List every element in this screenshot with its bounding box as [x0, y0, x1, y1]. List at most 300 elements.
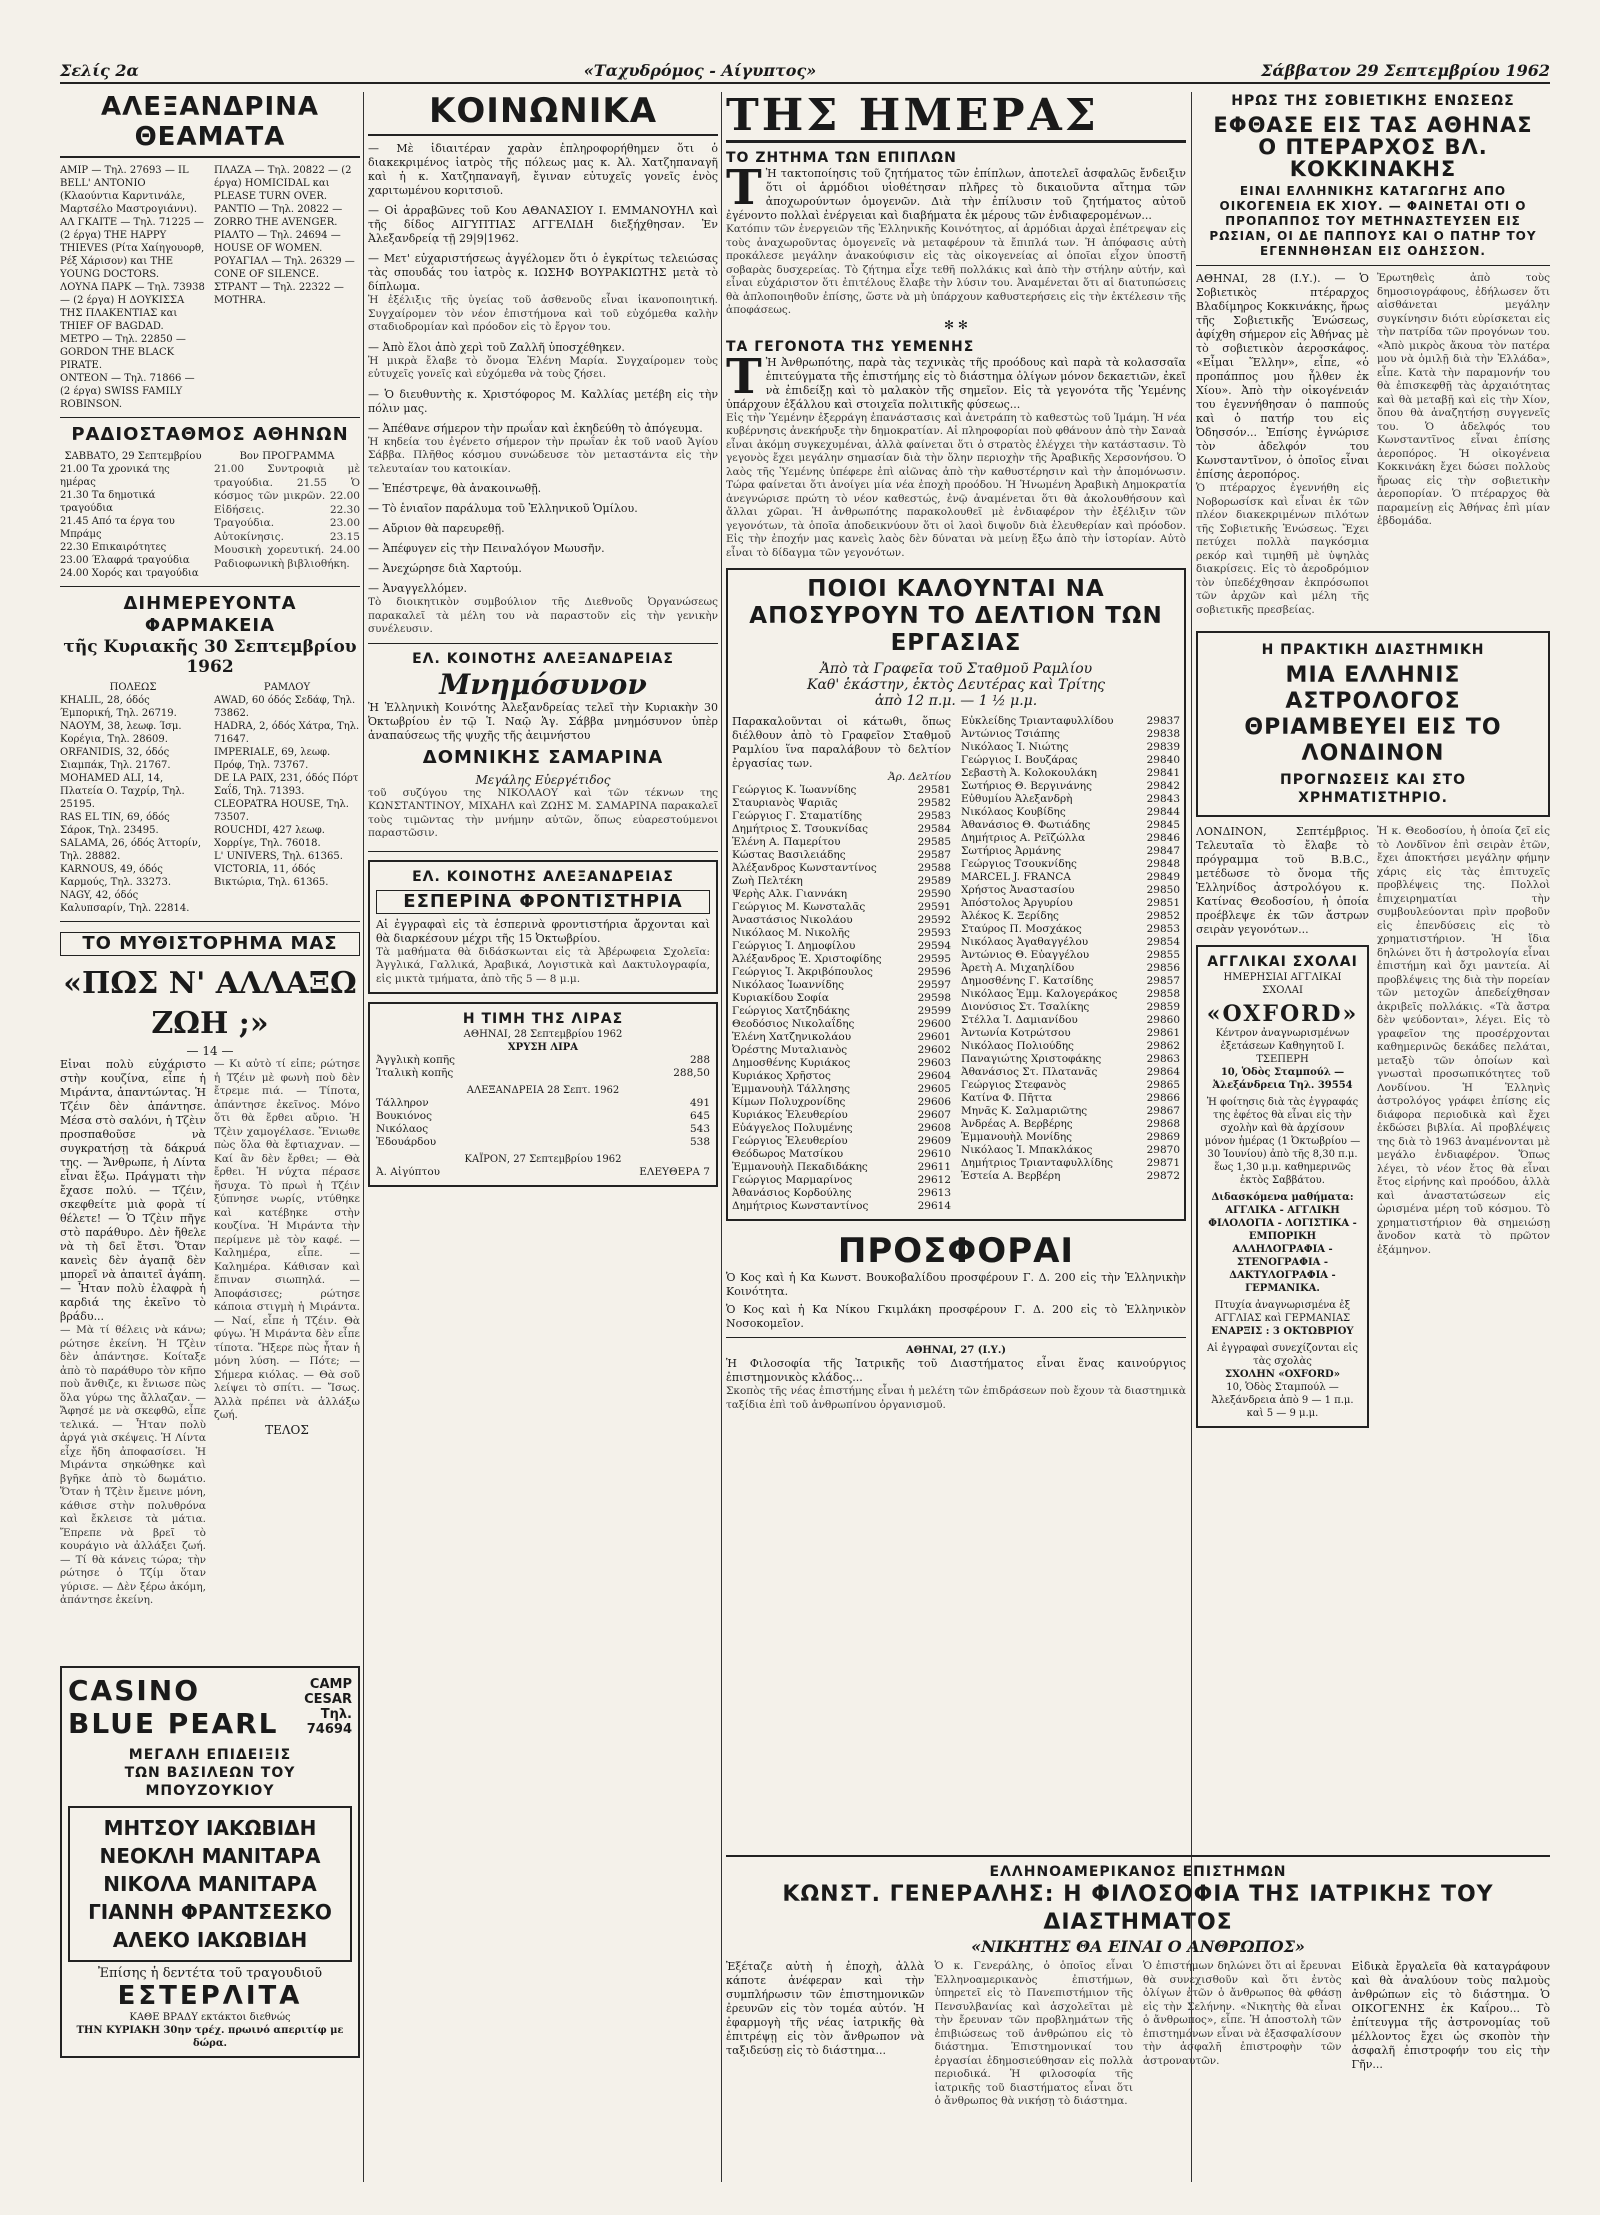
science-text: Ἐξέταζε αὐτὴ ἡ ἐποχὴ, ἀλλὰ κάποτε ἀνέφεραν καὶ τὴν συμπλήρωσιν τῶν ἐπιστημονικῶν ἐρευνῶν εἰς τὸν τομέα αὐτόν. Ἡ ἐφαρμογὴ τῆς νέας ἰατρικῆς θὰ ἐπιτρέψῃ εἰς τὸν ἄνθρωπον νὰ ταξιδεύσῃ εἰς τὸ διάστημα... [726, 1960, 925, 2057]
card-number: 29613 [917, 1187, 951, 1199]
card-number: 29861 [1146, 1027, 1180, 1039]
work-card-row [961, 1157, 1180, 1170]
headline: ΕΦΘΑΣΕ ΕΙΣ ΤΑΣ ΑΘΗΝΑΣ [1213, 113, 1533, 137]
worker-name: Δημήτριος Κωνσταντίνος [732, 1200, 869, 1212]
card-number: 29850 [1146, 884, 1180, 896]
worker-name: Ἀλέξανδρος Ἐ. Χριστοφίδης [732, 953, 882, 965]
radio-slot: 22.30 Επικαιρότητες [60, 542, 167, 553]
worker-name: Νικόλαος Ἰ. Μπακλάκος [961, 1144, 1093, 1156]
performer-name: ΝΕΟΚΛΗ ΜΑΝΙΤΑΡΑ [99, 1844, 321, 1868]
worker-name: Ἀλέξανδρος Κωνσταντίνος [732, 862, 877, 874]
card-number: 29587 [917, 849, 951, 861]
work-card-row [961, 1053, 1180, 1066]
memorial-name: ΔΟΜΝΙΚΗΣ ΣΑΜΑΡΙΝΑ [422, 746, 664, 768]
worker-name: Ἀθανάσιος Θ. Φωτιάδης [961, 819, 1091, 831]
notice-sub: Καθ' ἑκάστην, ἐκτὸς Δευτέρας καὶ Τρίτης [806, 677, 1106, 693]
worker-name: Νικόλαος Μ. Νικολῆς [732, 927, 850, 939]
work-cards-table [732, 715, 1180, 1213]
story-text: Τ Ἡ Ἀνθρωπότης, παρὰ τὰς τεχνικὰς τῆς προόδους καὶ παρὰ τὰ κολασσαῖα ἐπιτεύγματα τῆς ἐπιστήμης εἰς τὸ διάστημα ὀλίγων μόνον δεκαετιῶν, ἐκεῖ νὰ ἐπιδείξῃ καὶ τὸ μαλακὸν τῆς σημεῖον. Εἰς τὰ γεγονότα τῆς Ὑεμένης ὑπάρχουν ἐξάλλου καὶ στοιχεῖα πολιτικῆς φύσεως... [726, 348, 1186, 411]
work-card-row [732, 1161, 951, 1174]
worker-name: Εὐθυμίου Ἀλεξανδρὴ [961, 793, 1073, 805]
work-card-row [732, 836, 951, 849]
card-number: 29611 [917, 1161, 951, 1173]
community-title: ΕΛ. ΚΟΙΝΟΤΗΣ ΑΛΕΞΑΝΔΡΕΙΑΣ [412, 650, 674, 667]
work-card-row [961, 819, 1180, 832]
card-number: 29608 [917, 1122, 951, 1134]
card-number: 29584 [917, 823, 951, 835]
athens-dateline: ΑΘΗΝΑΙ, 27 (Ι.Υ.) [905, 1345, 1007, 1356]
card-number: 29612 [917, 1174, 951, 1186]
work-card-row [961, 780, 1180, 793]
work-card-row [732, 1135, 951, 1148]
work-card-row [961, 832, 1180, 845]
card-number: 29853 [1146, 923, 1180, 935]
notice-sub: ἀπὸ 12 π.μ. — 1 ½ μ.μ. [874, 693, 1038, 709]
social-item: — Ἀπὸ ἕλοι ἀπὸ χερὶ τοῦ Ζαλλῆ ὑποσχέθηκεν. [368, 340, 625, 354]
worker-name: Γεώργιος Στεφανὸς [961, 1079, 1067, 1091]
oxford-address: 10, Ὁδὸς Σταμπούλ — Ἀλεξάνδρεια ἀπὸ 9 — 1 π.μ. καὶ 5 — 9 μ.μ. [1211, 1382, 1354, 1419]
novel-installment: — 14 — [186, 1044, 234, 1058]
social-title: ΚΟΙΝΩΝΙΚΑ [368, 92, 718, 136]
worker-name: Ἀντώνιος Θ. Εὐαγγέλου [961, 949, 1090, 961]
card-number: 29851 [1146, 897, 1180, 909]
card-number: 29838 [1146, 728, 1180, 740]
work-card-row [961, 754, 1180, 767]
worker-name: Γεώργιος Μαρμαρίνος [732, 1174, 853, 1186]
pharmacy-entry: ROUCHDI, 427 λεωφ. Χορρίγε, Τηλ. 76018. [214, 825, 325, 849]
athens-text: Ἡ Φιλοσοφία τῆς Ἰατρικῆς τοῦ Διαστήματος εἶναι ἕνας καινούργιος ἐπιστημονικὸς κλάδος... [726, 1357, 1186, 1384]
worker-name: Νικόλαος Ἰ. Νιώτης [961, 741, 1069, 753]
column-4: ΗΡΩΣ ΤΗΣ ΣΟΒΙΕΤΙΚΗΣ ΕΝΩΣΕΩΣ ΕΦΘΑΣΕ ΕΙΣ ΤΑΣ ΑΘΗΝΑΣ Ο ΠΤΕΡΑΡΧΟΣ ΒΛ. ΚΟΚΚΙΝΑΚΗΣ ΕΙΝΑΙ ΕΛΛΗΝΙΚΗΣ ΚΑΤΑΓΩΓΗΣ ΑΠΟ ΟΙΚΟΓΕΝΕΙΑ ΕΚ ΧΙΟΥ. — ΦΑΙΝΕΤΑΙ ΟΤΙ Ο ΠΡΟΠΑΠΠΟΣ ΤΟΥ ΜΕΤΗΝΑΣΤΕΥΣΕΝ ΕΙΣ ΡΩΣΙΑΝ, ΟΙ ΔΕ ΠΑΠΠΟΥΣ ΚΑΙ Ο ΠΑΤΗΡ ΤΟΥ ΕΓΕΝΝΗΘΗΣΑΝ ΕΙΣ ΟΔΗΣΣΟΝ. ΑΘΗΝΑΙ, 28 (Ι.Υ.). — Ὁ Σοβιετικὸς πτέραρχος Βλαδίμηρος Κοκκινάκης, ἥρως τῆς Σοβιετικῆς Ἑνώσεως, ἀφίχθη σήμερον εἰς Ἀθήνας μὲ τὸ σοβιετικὸν ἀεροσκάφος. «Εἶμαι Ἕλλην», εἶπε, «ὁ προπάππος μου ἦλθεν ἐκ Χίου». Ἀπὸ τὴν οἰκογένειάν του ἐγεννήθησαν ὁ παππούς καὶ ὁ πατήρ του εἰς Ὀδησσόν... Ἐπίσης ἐγνώρισε τὸν ἀδελφόν του Κωνσταντῖνον, ὁ ὁποῖος εἶναι ἐπίσης ἀεροπόρος. Ὁ πτέραρχος ἐγεννήθη εἰς Νοβορωσίσκ καὶ εἶναι ἐκ τῶν πλέον διακεκριμένων πιλότων τῆς Σοβιετικῆς Ἑνώσεως. Ἔχει πετύχει πολλὰ παγκόσμια ρεκόρ καὶ τιμηθῆ μὲ ὑψηλὰς διακρίσεις. Εἰς τὸ ἀεροδρόμιον τὸν ὑπεδέχθησαν ἐκπρόσωποι τῶν ἀρχῶν καὶ μέλη τῆς σοβιετικῆς πρεσβείας. Ἐρωτηθεὶς ἀπὸ τοὺς δημοσιογράφους, ἐδήλωσεν ὅτι αἰσθάνεται μεγάλην συγκίνησιν διότι εὑρίσκεται εἰς τὴν πατρίδα τῶν προγόνων του. «Ἀπὸ μικρὸς ἄκουα τὸν πατέρα μου νὰ ὁμιλῇ διὰ τὴν Ἑλλάδα», εἶπε. Κατὰ τὴν παραμονήν του θὰ ἐπισκεφθῇ τὰς ἀρχαιότητας καὶ θὰ μεταβῇ καὶ εἰς τὴν Χίον, ὅπου θὰ ἀναζητήσῃ συγγενεῖς του. Ὁ ἀδελφός του Κωνσταντῖνος εἶναι ἐπίσης ἀεροπόρος. Ἡ οἰκογένεια Κοκκινάκη ἔχει δώσει πολλοὺς ἥρωας εἰς τὴν σοβιετικὴν ἀεροπορίαν. Ὁ πτέραρχος θὰ παραμείνῃ εἰς Ἀθήνας ἐπὶ μίαν ἑβδομάδα. Η ΠΡΑΚΤΙΚΗ ΔΙΑΣΤΗΜΙΚΗ ΜΙΑ ΕΛΛΗΝΙΣ ΑΣΤΡΟΛΟΓΟΣ ΘΡΙΑΜΒΕΥΕΙ ΕΙΣ ΤΟ ΛΟΝΔΙΝΟΝ ΠΡΟΓΝΩΣΕΙΣ ΚΑΙ ΣΤΟ ΧΡΗΜΑΤΙΣΤΗΡΙΟ. ΛΟΝΔΙΝΟΝ, Σεπτέμβριος. Τελευταῖα τὸ ἔλαβε τὸ πρόγραμμα τοῦ Β.Β.C., μετέδωσε τὸ ὄνομα τῆς Ἑλληνίδος ἀστρολόγου κ. Κατίνας Θεοδοσίου, ἡ ὁποία προέβλεψε ἐκ τῶν ἄστρων σειρὰν γεγονότων... ΑΓΓΛΙΚΑΙ ΣΧΟΛΑΙ ΗΜΕΡΗΣΙΑΙ ΑΓΓΛΙΚΑΙ ΣΧΟΛΑΙ «OXFORD» Κέντρον ἀναγνωρισμένων ἐξετάσεων Καθηγητοῦ Ι. ΤΣΕΠΕΡΗ 10, Ὁδὸς Σταμπούλ — Ἀλεξάνδρεια Τηλ. 39554 Ἡ φοίτησις διὰ τὰς ἐγγραφάς της ἐφέτος θὰ εἶναι εἰς τὴν σχολὴν καὶ θὰ ἀρχίσουν μόνον ἡμέρας (1 Ὀκτωβρίου — 30 Ἰουνίου) ἀπὸ τῆς 8,30 π.μ. ἕως 1,30 μ.μ. καθημερινῶς ἐκτὸς Σαββάτου. Διδασκόμενα μαθήματα: ΑΓΓΛΙΚΑ - ΑΓΓΛΙΚΗ ΦΙΛΟΛΟΓΙΑ - ΛΟΓΙΣΤΙΚΑ - ΕΜΠΟΡΙΚΗ ΑΛΛΗΛΟΓΡΑΦΙΑ - ΣΤΕΝΟΓΡΑΦΙΑ - ΔΑΚΤΥΛΟΓΡΑΦΙΑ - ΓΕΡΜΑΝΙΚΑ. Πτυχία ἀναγνωρισμένα ἐξ ΑΓΓΛΙΑΣ καὶ ΓΕΡΜΑΝΙΑΣ ΕΝΑΡΞΙΣ : 3 ΟΚΤΩΒΡΙΟΥ Αἱ ἐγγραφαὶ συνεχίζονται εἰς τὰς σχολὰς ΣΧΟΛΗΝ «OXFORD» 10, Ὁδὸς Σταμπούλ — Ἀλεξάνδρεια ἀπὸ 9 — 1 π.μ. καὶ 5 — 9 μ.μ. Ἡ κ. Θεοδοσίου, ἡ ὁποία ζεῖ εἰς τὸ Λονδῖνον ἐπὶ σειρὰν ἐτῶν, ἔχει ἀποκτήσει μεγάλην φήμην χάρις εἰς τὰς ἐπιτυχεῖς προβλέψεις της. Πολλοὶ ἐπιχειρηματίαι τὴν συμβουλεύονται πρὶν προβοῦν εἰς ἐπενδύσεις εἰς τὸ χρηματιστήριον. Ἡ ἴδια δηλώνει ὅτι ἡ ἀστρολογία εἶναι ἐπιστήμη καὶ ὄχι μαντεία. Αἱ προβλέψεις της διὰ τὴν πορείαν τῶν μετοχῶν ἀπεδείχθησαν ἀκριβεῖς πολλάκις. «Τὰ ἄστρα δὲν ψεύδονται», λέγει. Εἰς τὸ γραφεῖον της προσέρχονται καθημερινῶς δεκάδες πελάται, μεταξὺ τῶν ὁποίων καὶ γνωσταὶ προσωπικότητες τοῦ Λονδίνου. Ἡ Ἑλληνὶς ἀστρολόγος γράφει ἐπίσης εἰς διάφορα περιοδικὰ καὶ ἔχει ἐκδώσει βιβλία. Αἱ προβλέψεις της διὰ τὸ 1963 ἀναμένονται μὲ μεγάλο ἐνδιαφέρον. Ὅπως λέγει, τὸ νέον ἔτος θὰ εἶναι ἔτος εἰρήνης καὶ προόδου, ἀλλὰ καὶ ἀναστατώσεων εἰς ὡρισμένα μέρη τοῦ κόσμου. Τὸ χρηματιστήριον θὰ σημειώσῃ ἄνοδον κατὰ τὸ πρῶτον ἑξάμηνον. [1196, 92, 1550, 1436]
pharmacy-list [60, 681, 360, 915]
card-number: 29872 [1146, 1170, 1180, 1182]
card-number: 29852 [1146, 910, 1180, 922]
column-3: ΤΗΣ ΗΜΕΡΑΣ ΤΟ ΖΗΤΗΜΑ ΤΩΝ ΕΠΙΠΛΩΝ Τ Ἡ τακτοποίησις τοῦ ζητήματος τῶν ἐπίπλων, ἀποτελεῖ ἀσφαλῶς ἔνδειξιν ὅτι οἱ ἁρμόδιοι υἱοθέτησαν πλῆρες τὸ δικαιοῦντα αἴτημα τῶν ἀποχωρούντων ὁμογενῶν. Διὰ τὴν ἐπίλυσιν τοῦ ζητήματος αὐτοῦ ἐγένοντο πολλαὶ ἐνέργειαι καὶ διαβήματα ἐκ μέρους τῶν ἐνδιαφερομένων... Κατόπιν τῶν ἐνεργειῶν τῆς Ἑλληνικῆς Κοινότητος, αἱ ἁρμόδιαι ἀρχαὶ ἐπέτρεψαν εἰς τοὺς ἀναχωροῦντας ὁμογενεῖς νὰ μεταφέρουν τὰ ἔπιπλά των. Ἡ ἀπόφασις αὐτὴ προκάλεσε μεγάλην ἀνακούφισιν εἰς τὰς οἰκογενείας αἱ ὁποῖαι εἶχον ὑποστῆ σοβαρὰς δυσχερείας. Τὸ ζήτημα εἶχε τεθῆ πολλάκις καὶ ἀπὸ τὴν στήλην αὐτήν, καὶ εἶναι εὐχάριστον ὅτι ἐπιτέλους ἔλαβε τὴν λύσιν του. Ἀναμένεται ὅτι αἱ διατυπώσεις θὰ ἀπλοποιηθοῦν ἐπίσης, ὥστε νὰ μὴ ὑπάρχουν καθυστερήσεις εἰς τὴν ἐκτέλεσιν τῆς ἀποφάσεως. ✻ ✻ ΤΑ ΓΕΓΟΝΟΤΑ ΤΗΣ ΥΕΜΕΝΗΣ Τ Ἡ Ἀνθρωπότης, παρὰ τὰς τεχνικὰς τῆς προόδους καὶ παρὰ τὰ κολασσαῖα ἐπιτεύγματα τῆς ἐπιστήμης εἰς τὸ διάστημα ὀλίγων μόνον δεκαετιῶν, ἐκεῖ νὰ ἐπιδείξῃ καὶ τὸ μαλακὸν τῆς σημεῖον. Εἰς τὰ γεγονότα τῆς Ὑεμένης ὑπάρχουν ἐξάλλου καὶ στοιχεῖα πολιτικῆς φύσεως... Εἰς τὴν Ὑεμένην ἐξερράγη ἐπανάστασις καὶ ἀνετράπη τὸ καθεστὼς τοῦ Ἰμάμη. Ἡ νέα κυβέρνησις ἀνεκήρυξε τὴν δημοκρατίαν. Αἱ πληροφορίαι ποὺ φθάνουν ἀπὸ τὴν Σαναὰ εἶναι ἀκόμη συγκεχυμέναι, ἀλλὰ φαίνεται ὅτι ὁ στρατὸς ἐλέγχει τὴν κατάστασιν. Τὸ γεγονὸς ἔχει μεγάλην σημασίαν διὰ τὴν ὅλην περιοχὴν τῆς Ἀραβικῆς Χερσονήσου. Ὁ λαὸς τῆς Ὑεμένης ὑπέφερε ἐπὶ αἰῶνας ἀπὸ τὴν καθυστέρησιν καὶ τὴν ἀπομόνωσιν. Τώρα φαίνεται ὅτι ἀνοίγει μία νέα ἐποχὴ προόδου. Ἡ Ἡνωμένη Ἀραβικὴ Δημοκρατία ἀνεγνώρισε πρώτη τὸ νέον καθεστώς, ἐνῷ ἀναμένεται ὅτι θὰ ἀκολουθήσουν καὶ ἄλλαι χῶραι. Ἡ ἀνθρωπότης παρακολουθεῖ μὲ ἐνδιαφέρον τὴν ἐξέλιξιν τῶν γεγονότων, τὰ ὁποῖα ἀποδεικνύουν ὅτι οἱ λαοὶ διψοῦν διὰ ἐλευθερίαν καὶ πρόοδον. Εἰς τὴν ἐποχήν μας κανεὶς λαὸς δὲν δύναται νὰ μείνῃ ἔξω ἀπὸ τὴν ἱστορίαν. Αὐτὸ εἶναι τὸ δίδαγμα τῶν γεγονότων. ΠΟΙΟΙ ΚΑΛΟΥΝΤΑΙ ΝΑ ΑΠΟΣΥΡΟΥΝ ΤΟ ΔΕΛΤΙΟΝ ΤΩΝ ΕΡΓΑΣΙΑΣ Ἀπὸ τὰ Γραφεῖα τοῦ Σταθμοῦ Ραμλίου Καθ' ἑκάστην, ἐκτὸς Δευτέρας καὶ Τρίτης ἀπὸ 12 π.μ. — 1 ½ μ.μ. Παρακαλοῦνται οἱ κάτωθι, ὅπως διέλθουν ἀπὸ τὸ Γραφεῖον Σταθμοῦ Ραμλίου ἵνα παραλάβουν τὸ δελτίον ἐργασίας των. Ἀρ. Δελτίου Γεώργιος Κ. Ἰωαννίδης 29581 Σταυριανὸς Ψαριᾶς 29582 Γεώργιος Γ. Σταματίδης 29583 Δημήτριος Σ. Τσουκνίδας 29584 Ἑλένη Α. Παμερίτου 29585 Κώστας Βασιλειάδης 29587 Ἀλέξανδρος Κωνσταντίνος 29588 Ζωὴ Πελτέκη 29589 Ψερὴς Αλκ. Γιαννάκη 29590 Γεώργιος Μ. Κωνσταλᾶς 29591 Ἀναστάσιος Νικολάου 29592 Νικόλαος Μ. Νικολῆς 29593 Γεώργιος Ἰ. Δημοφίλου 29594 Ἀλέξανδρος Ἐ. Χριστοφίδης 29595 Γεώργιος Ἰ. Ἀκριβόπουλος 29596 Νικόλαος Ἰωαννίδης 29597 Κυριακίδου Σοφία 29598 Γεώργιος Χατζηδάκης 29599 Θεοδόσιος Νικολαΐδης 29600 Ἑλένη Χατζηνικολάου 29601 Ὀρέστης Μυταλιανὸς 29602 Δημοσθένης Κυριάκος 29603 Κυριάκος Χρῆστος 29604 Ἑμμανουὴλ Τάλλησης 29605 Κίμων Πολυχρονίδης 29606 Κυριάκος Ἑλευθερίου 29607 Εὐάγγελος Πολυμένης 29608 Γεώργιος Ἐλευθερίου 29609 Θεόδωρος Ματσίκου 29610 Ἑμμανουὴλ Πεκαδιδάκης 29611 Γεώργιος Μαρμαρίνος 29612 Ἀθανάσιος Κορδούλης 29613 Δημήτριος Κωνσταντίνος 29614 Εὐκλείδης Τριανταφυλλίδου 29837 Ἀντώνιος Τσιάπης 29838 Νικόλαος Ἰ. Νιώτης 29839 Γεώργιος Ι. Βουζάρας 29840 Σεβαστὴ Ἀ. Κολοκουλάκη 29841 Σωτήριος Θ. Βεργινάνης 29842 Εὐθυμίου Ἀλεξανδρὴ 29843 Νικόλαος Κουβίδης 29844 Ἀθανάσιος Θ. Φωτιάδης 29845 Δημήτριος Α. Ρεϊζώλλα 29846 Σωτήριος Ἀρμάνης 29847 Γεώργιος Τσουκνίδης 29848 MARCEL J. FRANCA 29849 Χρήστος Ἀναστασίου 29850 Ἀπόστολος Ἀργυρίου 29851 Ἀλέκος Κ. Ξερίδης 29852 Σταύρος Π. Μοσχάκος 29853 Νικόλαος Ἀγαθαγγέλου 29854 Ἀντώνιος Θ. Εὐαγγέλου 29855 Ἀρετὴ Α. Μιχαηλίδου 29856 Δημοσθένης Γ. Κατσίδης 29857 Νικόλαος Ἐμμ. Καλογεράκος 29858 Διονύσιος Στ. Τσαλίκης 29859 Στέλλα Ἰ. Δαμιανίδου 29860 Ἀντωνία Κοτρώτσου 29861 Νικόλαος Πολιούδης 29862 Παναγιώτης Χριστοφάκης 29863 Ἀθανάσιος Στ. Πλατανᾶς 29864 Γεώργιος Στεφανὸς 29865 Κατίνα Φ. Πῆττα 29866 Μηνᾶς Κ. Σαλμαριῶτης 29867 Ἀνδρέας Α. Βερβέρης 29868 Ἑμμανουὴλ Μονίδης 29869 Νικόλαος Ἰ. Μπακλάκος 29870 Δημήτριος Τριανταφυλλίδης 29871 Ἑστεία Α. Βερβέρη 29872 ΠΡΟΣΦΟΡΑΙ Ὁ Κος καὶ ἡ Κα Κωνστ. Βουκοβαλίδου προσφέρουν Γ. Δ. 200 εἰς τὴν Ἑλληνικὴν Κοινότητα. Ὁ Κος καὶ ἡ Κα Νίκου Γκιμλάκη προσφέρουν Γ. Δ. 200 εἰς τὸ Ἑλληνικὸν Νοσοκομεῖον. ΑΘΗΝΑΙ, 27 (Ι.Υ.) Ἡ Φιλοσοφία τῆς Ἰατρικῆς τοῦ Διαστήματος εἶναι ἕνας καινούργιος ἐπιστημονικὸς κλάδος... Σκοπὸς τῆς νέας ἐπιστήμης εἶναι ἡ μελέτη τῶν ἐπιδράσεων ποὺ ἔχουν τὰ διαστημικὰ ταξίδια ἐπὶ τοῦ ἀνθρωπίνου ὀργανισμοῦ. [726, 92, 1186, 1411]
card-number: 29866 [1146, 1092, 1180, 1104]
paper-name: «Ταχυδρόμος - Αίγυπτος» [583, 60, 817, 80]
article-text: ΑΘΗΝΑΙ, 28 (Ι.Υ.). — Ὁ Σοβιετικὸς πτέραρχος Βλαδίμηρος Κοκκινάκης, ἥρως τῆς Σοβιετικῆς Ἑνώσεως, ἀφίχθη σήμερον εἰς Ἀθήνας μὲ τὸ σοβιετικὸν ἀεροσκάφος. «Εἶμαι Ἕλλην», εἶπε, «ὁ προπάππος μου ἦλθεν ἐκ Χίου». Ἀπὸ τὴν οἰκογένειάν του ἐγεννήθησαν ὁ παππούς καὶ ὁ πατήρ του εἰς Ὀδησσόν... Ἐπίσης ἐγνώρισε τὸν ἀδελφόν του Κωνσταντῖνον, ὁ ὁποῖος εἶναι ἐπίσης ἀεροπόρος. [1196, 272, 1369, 481]
worker-name: Ἑμμανουὴλ Μονίδης [961, 1131, 1073, 1143]
casino-performers [68, 1806, 352, 1962]
worker-name: Γεώργιος Ι. Βουζάρας [961, 754, 1078, 766]
work-cards-notice [726, 568, 1186, 1221]
work-card-row [732, 888, 951, 901]
pharmacy-entry: IMPERIALE, 69, λεωφ. Πρόφ, Τηλ. 73767. [214, 747, 331, 771]
card-number: 29595 [917, 953, 951, 965]
theatre-entry: ΠΛΑΖΑ — Τηλ. 20822 — (2 έργα) HOMICIDAL και PLEASE TURN OVER. [214, 165, 352, 202]
performer-name: ΓΙΑΝΝΗ ΦΡΑΝΤΣΕΣΚΟ [88, 1900, 332, 1924]
social-item: — Τὸ ἑνιαῖον παράλυμα τοῦ Ἑλληνικοῦ Ὁμίλου. [368, 502, 638, 515]
work-card-row [732, 797, 951, 810]
card-number: 29582 [917, 797, 951, 809]
pharmacy-entry: NAGY, 42, όδός Καλυπσαρίν, Τηλ. 22814. [60, 890, 190, 914]
worker-name: Ἀνδρέας Α. Βερβέρης [961, 1118, 1073, 1130]
performer-name: ΝΙΚΟΛΑ ΜΑΝΙΤΑΡΑ [103, 1872, 317, 1896]
notice-headline: ΠΟΙΟΙ ΚΑΛΟΥΝΤΑΙ ΝΑ ΑΠΟΣΥΡΟΥΝ ΤΟ ΔΕΛΤΙΟΝ ΤΩΝ ΕΡΓΑΣΙΑΣ [749, 576, 1163, 656]
work-card-row [961, 871, 1180, 884]
column-rule [363, 92, 364, 2182]
work-card-row [961, 858, 1180, 871]
casino-ad [60, 1666, 360, 2058]
casino-headline: ΜΕΓΑΛΗ ΕΠΙΔΕΙΞΙΣ [128, 1747, 292, 1763]
worker-name: Θεόδωρος Ματσίκου [732, 1148, 844, 1160]
worker-name: Ἑλένη Χατζηνικολάου [732, 1031, 852, 1043]
astro-text: ΛΟΝΔΙΝΟΝ, Σεπτέμβριος. Τελευταῖα τὸ ἔλαβε τὸ πρόγραμμα τοῦ Β.Β.C., μετέδωσε τὸ ὄνομα τῆς Ἑλληνίδος ἀστρολόγου κ. Κατίνας Θεοδοσίου, ἡ ὁποία προέβλεψε ἐκ τῶν ἄστρων σειρὰν γεγονότων... [1196, 825, 1369, 936]
astrology-article [1196, 631, 1550, 817]
card-number: 29614 [917, 1200, 951, 1212]
card-number: 29844 [1146, 806, 1180, 818]
social-item: — Αὔριον θὰ παρευρεθῇ. [368, 522, 505, 535]
worker-name: Νικόλαος Πολιούδης [961, 1040, 1074, 1052]
card-number: 29609 [917, 1135, 951, 1147]
worker-name: Ἑστεία Α. Βερβέρη [961, 1170, 1061, 1182]
worker-name: Γεώργιος Κ. Ἰωαννίδης [732, 784, 857, 796]
pharmacy-entry: ORFANIDIS, 32, όδός Σιαμπάκ, Τηλ. 21767. [60, 747, 171, 771]
radio-slot: 23.00 Έλαφρά τραγούδια [60, 555, 190, 566]
offer-item: Ὁ Κος καὶ ἡ Κα Κωνστ. Βουκοβαλίδου προσφέρουν Γ. Δ. 200 εἰς τὴν Ἑλληνικὴν Κοινότητα. [726, 1271, 1186, 1298]
evening-title: ΕΣΠΕΡΙΝΑ ΦΡΟΝΤΙΣΤΗΡΙΑ [376, 890, 710, 914]
worker-name: Γεώργιος Μ. Κωνσταλᾶς [732, 901, 866, 913]
social-item: — Ἀπέθανε σήμερον τὴν πρωΐαν καὶ ἐκηδεύθη τὸ ἀπόγευμα. [368, 421, 703, 435]
casino-footer: ΚΑΘΕ ΒΡΑΔΥ εκτάκτοι διεθνώς [129, 2012, 291, 2023]
work-card-row [732, 862, 951, 875]
offers-title: ΠΡΟΣΦΟΡΑΙ [837, 1231, 1075, 1271]
athens-block: ΑΘΗΝΑΙ, 27 (Ι.Υ.) Ἡ Φιλοσοφία τῆς Ἰατρικῆς τοῦ Διαστήματος εἶναι ἕνας καινούργιος ἐπιστημονικὸς κλάδος... Σκοπὸς τῆς νέας ἐπιστήμης εἶναι ἡ μελέτη τῶν ἐπιδράσεων ποὺ ἔχουν τὰ διαστημικὰ ταξίδια ἐπὶ τοῦ ἀνθρωπίνου ὀργανισμοῦ. [726, 1345, 1186, 1411]
worker-name: Ἑμμανουὴλ Τάλλησης [732, 1083, 850, 1095]
pharmacy-subtitle: τῆς Κυριακῆς 30 Σεπτεμβρίου 1962 [63, 637, 357, 677]
card-number: 29593 [917, 927, 951, 939]
theatre-entry: ΛΟΥΝΑ ΠΑΡΚ — Τηλ. 73938 — (2 έργα) Η ΔΟΥΚΙΣΣΑ ΤΗΣ ΠΛΑΚΕΝΤΙΑΣ και THIEF OF BAGDAD. [60, 282, 205, 332]
work-card-row [732, 1044, 951, 1057]
work-card-row [732, 1070, 951, 1083]
card-number: 29585 [917, 836, 951, 848]
social-item: — Μετ' εὐχαριστήσεως ἀγγέλομεν ὅτι ὁ ἐγκρίτως τελειώσας τὰς σπουδάς του ἰατρὸς κ. ΙΩΣΗΦ ΒΟΥΡΑΚΙΩΤΗΣ μετὰ τὸ δίπλωμα. [368, 252, 718, 293]
work-card-row [961, 884, 1180, 897]
worker-name: Ἑμμανουὴλ Πεκαδιδάκης [732, 1161, 868, 1173]
radio-slot: 24.00 Χορός και τραγούδια [60, 568, 199, 579]
work-card-row [732, 784, 951, 797]
work-card-row [961, 1066, 1180, 1079]
worker-name: Κώστας Βασιλειάδης [732, 849, 846, 861]
worker-name: Ἀθανάσιος Στ. Πλατανᾶς [961, 1066, 1098, 1078]
pharmacy-entry: HADRA, 2, όδός Χάτρα, Τηλ. 71647. [214, 721, 360, 745]
radio-title: ΡΑΔΙΟΣΤΑΘΜΟΣ ΑΘΗΝΩΝ [71, 424, 349, 445]
card-number: 29590 [917, 888, 951, 900]
bottom-text: Εἰδικὰ ἔργαλεῖα θὰ καταγράφουν καὶ θὰ ἀναλύουν τοὺς παλμοὺς ἀνθρώπων εἰς τὸ διάστημα. Ὁ ΟΙΚΟΓΕΝΗΣ ἐκ Καΐρου... Τὸ ἐπίτευγμα τῆς ἀστρονομίας τοῦ μέλλοντος ἔχει ὡς σκοπὸν τὴν ἀσφαλῆ ἐπιστροφήν του εἰς τὴν Γῆν... [1351, 1960, 1550, 2071]
work-card-row [961, 793, 1180, 806]
worker-name: Δημήτριος Σ. Τσουκνίδας [732, 823, 868, 835]
card-number: 29597 [917, 979, 951, 991]
notice-sub: Ἀπὸ τὰ Γραφεῖα τοῦ Σταθμοῦ Ραμλίου [819, 661, 1093, 677]
casino-also: Ἐπίσης ἡ δεντέτα τοῦ τραγουδιοῦ [97, 1966, 323, 1981]
work-card-row [961, 1170, 1180, 1183]
social-item: — Ἀναγγελλόμεν. [368, 582, 467, 595]
worker-name: Νικόλαος Ἐμμ. Καλογεράκος [961, 988, 1118, 1000]
gold-row: Ἀγγλικὴ κοπῆς 288 [376, 1054, 710, 1066]
card-number: 29867 [1146, 1105, 1180, 1117]
theatre-entry: ΑΛ ΓΚΑΙΤΕ — Τηλ. 71225 — (2 έργα) THE HAPPY THIEVES (Ρίτα Χαίηγουορθ, Ρέξ Χάρισον) και THE YOUNG DOCTORS. [60, 217, 205, 280]
worker-name: Ἀντωνία Κοτρώτσου [961, 1027, 1071, 1039]
work-card-row [732, 1174, 951, 1187]
card-number: 29857 [1146, 975, 1180, 987]
page-number: Σελίς 2α [60, 60, 139, 80]
worker-name: Δημοσθένης Γ. Κατσίδης [961, 975, 1094, 987]
worker-name: Μηνᾶς Κ. Σαλμαριῶτης [961, 1105, 1088, 1117]
gold-cairo: ΚΑΪΡΟΝ, 27 Σεπτεμβρίου 1962 [464, 1154, 622, 1165]
column-2: ΚΟΙΝΩΝΙΚΑ — Μὲ ἰδιαιτέραν χαρὰν ἐπληροφορήθημεν ὅτι ὁ διακεκριμένος ἰατρὸς τῆς πόλεως μας κ. Ἀλ. Χατζηπαναγῆ καὶ ἡ κ. Χατζηπαναγῆ, ἔγιναν εὐτυχεῖς γονεῖς ἑνὸς χαριτωμένου κοριτσιοῦ. — Οἱ ἀρραβῶνες τοῦ Κου ΑΘΑΝΑΣΙΟΥ Ι. ΕΜΜΑΝΟΥΗΛ καὶ τῆς δίδος ΑΙΓΥΠΤΙΑΣ ΑΓΓΕΛΙΔΗ διεξήχθησαν. Ἐν Ἀλεξανδρείᾳ τῇ 29|9|1962. — Μετ' εὐχαριστήσεως ἀγγέλομεν ὅτι ὁ ἐγκρίτως τελειώσας τὰς σπουδάς του ἰατρὸς κ. ΙΩΣΗΦ ΒΟΥΡΑΚΙΩΤΗΣ μετὰ τὸ δίπλωμα. Ἡ ἐξέλιξις τῆς ὑγείας τοῦ ἀσθενοῦς εἶναι ἱκανοποιητική. Συγχαίρομεν τὸν νέον ἐπιστήμονα καὶ τοῦ εὐχόμεθα καλὴν σταδιοδρομίαν καὶ πρόοδον εἰς τὸ ἔργον του. — Ἀπὸ ἕλοι ἀπὸ χερὶ τοῦ Ζαλλῆ ὑποσχέθηκεν. Ἡ μικρὰ ἔλαβε τὸ ὄνομα Ἑλένη Μαρία. Συγχαίρομεν τοὺς εὐτυχεῖς γονεῖς καὶ εὐχόμεθα νὰ τοὺς ζήσει. — Ὁ διευθυντὴς κ. Χριστόφορος Μ. Καλλίας μετέβη εἰς τὴν πόλιν μας. — Ἀπέθανε σήμερον τὴν πρωΐαν καὶ ἐκηδεύθη τὸ ἀπόγευμα. Ἡ κηδεία του ἐγένετο σήμερον τὴν πρωΐαν ἐκ τοῦ ναοῦ Ἁγίου Σάββα. Πλῆθος κόσμου συνώδευσε τὸν μεταστάντα εἰς τὴν τελευταίαν του κατοικίαν. — Ἐπέστρεψε, θὰ ἀνακοινωθῇ. — Τὸ ἑνιαῖον παράλυμα τοῦ Ἑλληνικοῦ Ὁμίλου. — Αὔριον θὰ παρευρεθῇ. — Ἀπέφυγεν εἰς τὴν Πειναλόγον Μωυσῆν. — Ἀνεχώρησε διὰ Χαρτούμ. — Ἀναγγελλόμεν. Τὸ διοικητικὸν συμβούλιον τῆς Διεθνοῦς Ὀργανώσεως παρακαλεῖ τὰ μέλη του νὰ παραστοῦν εἰς τὴν γενικὴν συνέλευσιν. ΕΛ. ΚΟΙΝΟΤΗΣ ΑΛΕΞΑΝΔΡΕΙΑΣ Μνημόσυνον Ἡ Ἑλληνικὴ Κοινότης Ἀλεξανδρείας τελεῖ τὴν Κυριακὴν 30 Ὀκτωβρίου ἐν τῷ Ἱ. Ναῷ Ἁγ. Σάββα μνημόσυνον ὑπὲρ ἀναπαύσεως τῆς ψυχῆς τῆς ἀειμνήστου ΔΟΜΝΙΚΗΣ ΣΑΜΑΡΙΝΑ Μεγάλης Εὐεργέτιδος τοῦ συζύγου της ΝΙΚΟΛΑΟΥ καὶ τῶν τέκνων της ΚΩΝΣΤΑΝΤΙΝΟΥ, ΜΙΧΑΗΛ καὶ ΖΩΗΣ Μ. ΣΑΜΑΡΙΝΑ παρακαλεῖ τοὺς τιμῶντας τὴν μνήμην αὐτῶν, ὅπως εὐαρεστούμενοι παραστῶσιν. ΕΛ. ΚΟΙΝΟΤΗΣ ΑΛΕΞΑΝΔΡΕΙΑΣ ΕΣΠΕΡΙΝΑ ΦΡΟΝΤΙΣΤΗΡΙΑ Αἱ ἐγγραφαὶ εἰς τὰ ἑσπερινὰ φροντιστήρια ἄρχονται καὶ θὰ διαρκέσουν μέχρι τῆς 15 Ὀκτωβρίου. Τὰ μαθήματα θὰ διδάσκωνται εἰς τὰ Ἀβέρωφεια Σχολεῖα: Ἀγγλικά, Γαλλικά, Ἀραβικά, Λογιστικὰ καὶ Δακτυλογραφία, εἰς μικτὰ τμήματα, ἀπὸ τῆς 5 — 8 μ.μ. Η ΤΙΜΗ ΤΗΣ ΛΙΡΑΣ ΑΘΗΝΑΙ, 28 Σεπτεμβρίου 1962 ΧΡΥΣΗ ΛΙΡΑ Ἀγγλικὴ κοπῆς 288 Ἰταλικὴ κοπῆς 288,50 ΑΛΕΞΑΝΔΡΕΙΑ 28 Σεπτ. 1962 Τάλληρον 491 Βουκιόνος 645 Νικόλαος 543 Ἑδουάρδου 538 ΚΑΪΡΟΝ, 27 Σεπτεμβρίου 1962 Ἀ. Αἰγύπτου ΕΛΕΥΘΕΡΑ 7 [368, 92, 718, 1195]
work-card-row [961, 741, 1180, 754]
casino-footer: ΤΗΝ ΚΥΡΙΑΚΗ 30ην τρέχ. πρωινό απεριτίφ με δώρα. [76, 2025, 344, 2049]
pharmacy-entry: DE LA PAIX, 231, όδός Πόρτ Σαΐδ, Τηλ. 71393. [214, 773, 359, 797]
card-number: 29860 [1146, 1014, 1180, 1026]
work-card-row [732, 927, 951, 940]
novel-header: ΤΟ ΜΥΘΙΣΤΟΡΗΜΑ ΜΑΣ [60, 932, 360, 956]
card-number: 29854 [1146, 936, 1180, 948]
work-card-row [961, 1131, 1180, 1144]
card-number: 29841 [1146, 767, 1180, 779]
memorial-subtitle: Μεγάλης Εὐεργέτιδος [475, 772, 611, 787]
novel-title: «ΠΩΣ Ν' ΑΛΛΑΞΩ ΖΩΗ ;» [63, 966, 357, 1041]
social-item: — Ἐπέστρεψε, θὰ ἀνακοινωθῇ. [368, 482, 542, 495]
worker-name: Ψερὴς Αλκ. Γιαννάκη [732, 888, 848, 900]
card-number: 29603 [917, 1057, 951, 1069]
worker-name: Διονύσιος Στ. Τσαλίκης [961, 1001, 1090, 1013]
theatres-title: ΑΛΕΞΑΝΔΡΙΝΑ ΘΕΑΜΑΤΑ [60, 92, 360, 158]
work-card-row [961, 975, 1180, 988]
offer-item: Ὁ Κος καὶ ἡ Κα Νίκου Γκιμλάκη προσφέρουν Γ. Δ. 200 εἰς τὸ Ἑλληνικὸν Νοσοκομεῖον. [726, 1303, 1186, 1330]
work-card-row [961, 1079, 1180, 1092]
column-rule [721, 92, 722, 2182]
gold-row: Ἰταλικὴ κοπῆς 288,50 [376, 1067, 710, 1079]
card-number: 29583 [917, 810, 951, 822]
pharmacy-title: ΔΙΗΜΕΡΕΥΟΝΤΑ ΦΑΡΜΑΚΕΙΑ [123, 593, 297, 636]
pharmacy-entry: MOHAMED ALI, 14, Πλατεία Ο. Ταχρίρ, Τηλ. 25195. [60, 773, 185, 810]
radio-subtitle: Βον ΠΡΟΓΡΑΜΜΑ [239, 451, 335, 462]
memorial-title: Μνημόσυνον [439, 667, 647, 701]
card-number: 29601 [917, 1031, 951, 1043]
card-number: 29847 [1146, 845, 1180, 857]
astro-sub: ΠΡΟΓΝΩΣΕΙΣ ΚΑΙ ΣΤΟ ΧΡΗΜΑΤΙΣΤΗΡΙΟ. [1280, 772, 1466, 806]
worker-name: Ὀρέστης Μυταλιανὸς [732, 1044, 848, 1056]
science-sub: «ΝΙΚΗΤΗΣ ΘΑ ΕΙΝΑΙ Ο ΑΝΘΡΩΠΟΣ» [971, 1937, 1305, 1956]
worker-name: Δημήτριος Α. Ρεϊζώλλα [961, 832, 1086, 844]
worker-name: Ζωὴ Πελτέκη [732, 875, 803, 887]
pharmacy-entry: CLEOPATRA HOUSE, Τηλ. 73507. [214, 799, 349, 823]
science-kicker: ΕΛΛΗΝΟΑΜΕΡΙΚΑΝΟΣ ΕΠΙΣΤΗΜΩΝ [989, 1864, 1287, 1880]
work-card-row [732, 1018, 951, 1031]
oxford-school: ΣΧΟΛΗΝ «OXFORD» [1225, 1369, 1340, 1380]
work-card-row [961, 1040, 1180, 1053]
work-card-row [961, 1144, 1180, 1157]
section-title: ΤΗΣ ΗΜΕΡΑΣ [726, 92, 1186, 143]
radio-slot: 21.00 Τα χρονικά της ημέρας [60, 464, 170, 488]
worker-name: Σωτήριος Ἀρμάνης [961, 845, 1062, 857]
card-number: 29868 [1146, 1118, 1180, 1130]
oxford-ad [1196, 945, 1369, 1428]
work-card-row [961, 1001, 1180, 1014]
pharmacy-entry: KARNOUS, 49, όδός Καρμούς, Τηλ. 33273. [60, 864, 172, 888]
worker-name: Κυριάκος Χρῆστος [732, 1070, 831, 1082]
oxford-kicker: ΑΓΓΛΙΚΑΙ ΣΧΟΛΑΙ [1207, 954, 1358, 970]
work-card-row [961, 1092, 1180, 1105]
work-card-row [961, 1014, 1180, 1027]
pharmacy-area: ΡΑΜΛΟΥ [263, 682, 311, 693]
gold-box [368, 1002, 718, 1187]
gold-title: Η ΤΙΜΗ ΤΗΣ ΛΙΡΑΣ [462, 1011, 624, 1027]
worker-name: Κυριακίδου Σοφία [732, 992, 829, 1004]
worker-name: Γεώργιος Ἰ. Δημοφίλου [732, 940, 856, 952]
worker-name: Κίμων Πολυχρονίδης [732, 1096, 846, 1108]
oxford-reg: Αἱ ἐγγραφαὶ συνεχίζονται εἰς τὰς σχολὰς [1207, 1343, 1358, 1367]
casino-star: ΕΣΤΕΡΛΙΤΑ [117, 1981, 303, 2011]
work-card-row [732, 940, 951, 953]
subheadline: ΕΙΝΑΙ ΕΛΛΗΝΙΚΗΣ ΚΑΤΑΓΩΓΗΣ ΑΠΟ ΟΙΚΟΓΕΝΕΙΑ ΕΚ ΧΙΟΥ. — ΦΑΙΝΕΤΑΙ ΟΤΙ Ο ΠΡΟΠΑΠΠΟΣ ΤΟΥ ΜΕΤΗΝΑΣΤΕΥΣΕΝ ΕΙΣ ΡΩΣΙΑΝ, ΟΙ ΔΕ ΠΑΠΠΟΥΣ ΚΑΙ Ο ΠΑΤΗΡ ΤΟΥ ΕΓΕΝΝΗΘΗΣΑΝ ΕΙΣ ΟΔΗΣΣΟΝ. [1209, 184, 1537, 258]
oxford-name: «OXFORD» [1206, 1001, 1359, 1027]
card-number: 29605 [917, 1083, 951, 1095]
novel-text: Εἶναι πολὺ εὐχάριστο στὴν κουζίνα, εἶπε ἡ Μιράντα, ἀπαντώντας. Ἡ Τζέιν δὲν ἀπάντησε. Μέσα στὸ σαλόνι, ἡ Τζὲιν προσπαθοῦσε νὰ συγκρατήσῃ τὰ δάκρυά της. — Ἄνθρωπε, ἡ Λίντα εἶναι ἔξω. Πράγματι τὴν ἔχασε πολύ. — Τζέιν, σκεφθείτε μιὰ φορὰ τί θέλετε! — Ὁ Τζὲιν πῆγε στὸ παράθυρο. Δὲν ἤθελε νὰ τὴ δεῖ ἔτσι. Ὅταν κανεὶς δὲν ἀγαπᾷ δὲν μπορεῖ νὰ ἀπαιτεῖ ἀγάπη. — Ἦταν πολὺ ἐλαφρὰ ἡ καρδιά της ἐκεῖνο τὸ βράδυ... [60, 1058, 206, 1323]
card-number: 29837 [1146, 715, 1180, 727]
theatre-entry: ΡΙΑΛΤΟ — Τηλ. 24694 — HOUSE OF WOMEN. [214, 230, 341, 254]
oxford-text: Ἡ φοίτησις διὰ τὰς ἐγγραφάς της ἐφέτος θὰ εἶναι εἰς τὴν σχολὴν καὶ θὰ ἀρχίσουν μόνον ἡμέρας (1 Ὀκτωβρίου — 30 Ἰουνίου) ἀπὸ τῆς 8,30 π.μ. ἕως 1,30 μ.μ. καθημερινῶς ἐκτὸς Σαββάτου. [1204, 1097, 1361, 1186]
worker-name: Ἀρετὴ Α. Μιχαηλίδου [961, 962, 1075, 974]
card-number: 29848 [1146, 858, 1180, 870]
worker-name: Παναγιώτης Χριστοφάκης [961, 1053, 1102, 1065]
pharmacy-area: ΠΟΛΕΩΣ [109, 682, 157, 693]
card-number: 29865 [1146, 1079, 1180, 1091]
pharmacy-entry: L' UNIVERS, Τηλ. 61365. [214, 851, 343, 862]
pharmacy-entry: AWAD, 60 όδός Σεδάφ, Τηλ. 73862. [214, 695, 356, 719]
oxford-text: Κέντρον ἀναγνωρισμένων ἐξετάσεων Καθηγητοῦ Ι. ΤΣΕΠΕΡΗ [1215, 1028, 1350, 1065]
work-card-row [961, 988, 1180, 1001]
work-card-row [732, 901, 951, 914]
card-number: 29871 [1146, 1157, 1180, 1169]
story-text: Τ Ἡ τακτοποίησις τοῦ ζητήματος τῶν ἐπίπλων, ἀποτελεῖ ἀσφαλῶς ἔνδειξιν ὅτι οἱ ἁρμόδιοι υἱοθέτησαν πλῆρες τὸ δικαιοῦντα αἴτημα τῶν ἀποχωρούντων ὁμογενῶν. Διὰ τὴν ἐπίλυσιν τοῦ ζητήματος αὐτοῦ ἐγένοντο πολλαὶ ἐνέργειαι καὶ διαβήματα ἐκ μέρους τῶν ἐνδιαφερομένων... [726, 160, 1186, 222]
oxford-courses: Πτυχία ἀναγνωρισμένα ἐξ ΑΓΓΛΙΑΣ καὶ ΓΕΡΜΑΝΙΑΣ [1214, 1300, 1351, 1324]
card-number: 29863 [1146, 1053, 1180, 1065]
oxford-address: 10, Ὁδὸς Σταμπούλ — Ἀλεξάνδρεια Τηλ. 39554 [1212, 1067, 1353, 1091]
radio-date: ΣΑΒΒΑΤΟ, 29 Σεπτεμβρίου [64, 451, 202, 462]
card-number: 29581 [917, 784, 951, 796]
work-card-row [732, 849, 951, 862]
worker-name: Ἑλένη Α. Παμερίτου [732, 836, 841, 848]
social-item: — Ἀπέφυγεν εἰς τὴν Πειναλόγον Μωυσῆν. [368, 542, 605, 555]
work-card-row [732, 875, 951, 888]
social-item: — Οἱ ἀρραβῶνες τοῦ Κου ΑΘΑΝΑΣΙΟΥ Ι. ΕΜΜΑΝΟΥΗΛ καὶ τῆς δίδος ΑΙΓΥΠΤΙΑΣ ΑΓΓΕΛΙΔΗ διεξήχθησαν. Ἐν Ἀλεξανδρείᾳ τῇ 29|9|1962. [368, 204, 718, 245]
worker-name: Θεοδόσιος Νικολαΐδης [732, 1018, 855, 1030]
work-card-row [961, 897, 1180, 910]
gold-date: ΑΘΗΝΑΙ, 28 Σεπτεμβρίου 1962 [463, 1029, 623, 1040]
astro-headline: ΜΙΑ ΕΛΛΗΝΙΣ ΑΣΤΡΟΛΟΓΟΣ ΘΡΙΑΜΒΕΥΕΙ ΕΙΣ ΤΟ ΛΟΝΔΙΝΟΝ [1244, 663, 1502, 766]
card-number: 29859 [1146, 1001, 1180, 1013]
gold-alex: ΑΛΕΞΑΝΔΡΕΙΑ 28 Σεπτ. 1962 [466, 1085, 620, 1096]
worker-name: Γεώργιος Τσουκνίδης [961, 858, 1077, 870]
column-1 [60, 92, 360, 2066]
worker-name: Γεώργιος Χατζηδάκης [732, 1005, 850, 1017]
pharmacy-entry: ΝΑΟΥΜ, 38, λεωφ. Ίσμ. Κορέγια, Τηλ. 28609. [60, 721, 182, 745]
work-card-row [961, 923, 1180, 936]
work-card-row [732, 1122, 951, 1135]
theatre-entry: ΡΑΝΤΙΟ — Τηλ. 20822 — ZORRO THE AVENGER. [214, 204, 343, 228]
performer-name: ΜΗΤΣΟΥ ΙΑΚΩΒΙΔΗ [103, 1816, 317, 1840]
worker-name: Εὐκλείδης Τριανταφυλλίδου [961, 715, 1114, 727]
work-card-row [732, 914, 951, 927]
work-card-row [732, 1005, 951, 1018]
work-card-row [961, 715, 1180, 728]
work-card-row [732, 823, 951, 836]
work-card-row [961, 949, 1180, 962]
worker-name: Εὐάγγελος Πολυμένης [732, 1122, 853, 1134]
card-number: 29840 [1146, 754, 1180, 766]
casino-location: CAMP CESAR [304, 1677, 352, 1707]
worker-name: Κατίνα Φ. Πῆττα [961, 1092, 1053, 1104]
radio-slot: 21.45 Από τα έργα του Μπράμς [60, 516, 175, 540]
work-card-row [732, 966, 951, 979]
card-number: 29602 [917, 1044, 951, 1056]
worker-name: Νικόλαος Κουβίδης [961, 806, 1066, 818]
card-number: 29849 [1146, 871, 1180, 883]
work-card-row [961, 806, 1180, 819]
gold-row: Ἑδουάρδου 538 [376, 1136, 710, 1148]
oxford-subjects: Διδασκόμενα μαθήματα: ΑΓΓΛΙΚΑ - ΑΓΓΛΙΚΗ ΦΙΛΟΛΟΓΙΑ - ΛΟΓΙΣΤΙΚΑ - ΕΜΠΟΡΙΚΗ ΑΛΛΗΛΟΓΡΑΦΙΑ - ΣΤΕΝΟΓΡΑΦΙΑ - ΔΑΚΤΥΛΟΓΡΑΦΙΑ - ΓΕΡΜΑΝΙΚΑ. [1208, 1192, 1357, 1294]
evening-community: ΕΛ. ΚΟΙΝΟΤΗΣ ΑΛΕΞΑΝΔΡΕΙΑΣ [412, 868, 674, 885]
novel-body: Εἶναι πολὺ εὐχάριστο στὴν κουζίνα, εἶπε ἡ Μιράντα, ἀπαντώντας. Ἡ Τζέιν δὲν ἀπάντησε. Μέσα στὸ σαλόνι, ἡ Τζὲιν προσπαθοῦσε νὰ συγκρατήσῃ τὰ δάκρυά της. — Ἄνθρωπε, ἡ Λίντα εἶναι ἔξω. Πράγματι τὴν ἔχασε πολύ. — Τζέιν, σκεφθείτε μιὰ φορὰ τί θέλετε! — Ὁ Τζὲιν πῆγε στὸ παράθυρο. Δὲν ἤθελε νὰ τὴ δεῖ ἔτσι. Ὅταν κανεὶς δὲν ἀγαπᾷ δὲν μπορεῖ νὰ ἀπαιτεῖ ἀγάπη. — Ἦταν πολὺ ἐλαφρὰ ἡ καρδιά της ἐκεῖνο τὸ βράδυ... — Μὰ τί θέλεις νὰ κάνω; ρώτησε ἐκείνη. Ἡ Τζὲιν δὲν ἀπάντησε. Κοίταξε ἀπὸ τὸ παράθυρο τὸν κῆπο ποὺ ἄνθιζε, κι ἔνιωσε πὼς ὅλα γύρω της ἄλλαζαν. — Ἄφησέ με νὰ σκεφθῶ, εἶπε τελικά. — Ἦταν πολὺ ἀργά γιὰ σκέψεις. Ἡ Λίντα εἶχε ἤδη ἀποφασίσει. Ἡ Μιράντα σηκώθηκε καὶ βγῆκε ἀπὸ τὸ δωμάτιο. Ὅταν ἡ Τζὲιν ἔμεινε μόνη, κάθισε στὴν πολυθρόνα καὶ ἔκλεισε τὰ μάτια. Ἔπρεπε νὰ βρεῖ τὸ κουράγιο νὰ ἀλλάξει ζωή. — Τί θὰ κάνεις τώρα; τὴν ρώτησε ὁ Τζίμ ὅταν γύρισε. — Δὲν ξέρω ἀκόμη, ἀπάντησε ἐκείνη. — Κι αὐτὸ τί εἶπε; ρώτησε ἡ Τζέιν μὲ φωνὴ ποὺ δὲν ἔτρεμε πιά. — Τίποτα, ἀπάντησε ἐκεῖνος. Μόνο ὅτι θὰ ἔρθει αὔριο. Ἡ Τζὲιν χαμογέλασε. Ἔνιωθε πὼς ὅλα θὰ ἔφτιαχναν. — Καί ἂν δὲν ἔρθει; — Θὰ ἔρθει. Ἡ νύχτα πέρασε ἥσυχα. Τὸ πρωὶ ἡ Τζέιν ξύπνησε νωρίς, ντύθηκε καὶ κατέβηκε στὴν κουζίνα. Ἡ Μιράντα τὴν περίμενε μὲ τὸν καφέ. — Καλημέρα, εἶπε. — Καλημέρα. Κάθισαν καὶ ἔπιναν σιωπηλά. — Ἀποφάσισες; ρώτησε κάποια στιγμὴ ἡ Μιράντα. — Ναί, εἶπε ἡ Τζέιν. Θὰ φύγω. Ἡ Μιράντα δὲν εἶπε τίποτα. Ἤξερε πὼς ἦταν ἡ μόνη λύση. — Πότε; — Σήμερα κιόλας. — Θὰ σοῦ λείψει τὸ σπίτι. — Ἴσως. Ἀλλὰ πρέπει νὰ ἀλλάξω ζωή. ΤΕΛΟΣ [60, 1058, 360, 1606]
worker-name: Κυριάκος Ἑλευθερίου [732, 1109, 848, 1121]
card-number: 29610 [917, 1148, 951, 1160]
card-number-label: Ἀρ. Δελτίου [888, 771, 951, 783]
worker-name: Ἀντώνιος Τσιάπης [961, 728, 1060, 740]
card-number: 29839 [1146, 741, 1180, 753]
card-number: 29870 [1146, 1144, 1180, 1156]
issue-date: Σάββατον 29 Σεπτεμβρίου 1962 [1261, 60, 1550, 80]
astro-kicker: Η ΠΡΑΚΤΙΚΗ ΔΙΑΣΤΗΜΙΚΗ [1261, 642, 1485, 658]
radio-schedule: ΣΑΒΒΑΤΟ, 29 Σεπτεμβρίου 21.00 Τα χρονικά της ημέρας 21.30 Τα δημοτικά τραγούδια 21.45 Από τα έργα του Μπράμς 22.30 Επικαιρότητες 23.00 Έλαφρά τραγούδια 24.00 Χορός και τραγούδια Βον ΠΡΟΓΡΑΜΜΑ 21.00 Συντροφιὰ μὲ τραγούδια. 21.55 Ὁ κόσμος τῶν μικρῶν. 22.00 Εἰδήσεις. 22.30 Τραγούδια. 23.00 Αὐτοκίνησις. 23.15 Μουσικὴ χορευτική. 24.00 Ραδιοφωνικὴ βιβλιοθήκη. [60, 451, 360, 579]
card-number: 29596 [917, 966, 951, 978]
card-number: 29604 [917, 1070, 951, 1082]
card-number: 29591 [917, 901, 951, 913]
card-number: 29846 [1146, 832, 1180, 844]
story-title: ΤΑ ΓΕΓΟΝΟΤΑ ΤΗΣ ΥΕΜΕΝΗΣ [726, 338, 975, 355]
science-headline: ΚΩΝΣΤ. ΓΕΝΕΡΑΛΗΣ: Η ΦΙΛΟΣΟΦΙΑ ΤΗΣ ΙΑΤΡΙΚΗΣ ΤΟΥ ΔΙΑΣΤΗΜΑΤΟΣ [782, 1882, 1494, 1935]
work-card-row [732, 1200, 951, 1213]
gold-row: Τάλληρον 491 [376, 1097, 710, 1109]
pharmacy-entry: RAS EL TIN, 69, όδός Σάροκ, Τηλ. 23495. [60, 812, 170, 836]
evening-text: Αἱ ἐγγραφαὶ εἰς τὰ ἑσπερινὰ φροντιστήρια ἄρχονται καὶ θὰ διαρκέσουν μέχρι τῆς 15 Ὀκτωβρίου. [376, 917, 710, 945]
work-card-row [732, 1187, 951, 1200]
worker-name: Στέλλα Ἰ. Δαμιανίδου [961, 1014, 1078, 1026]
worker-name: Σταύρος Π. Μοσχάκος [961, 923, 1082, 935]
card-number: 29599 [917, 1005, 951, 1017]
work-card-row [961, 728, 1180, 741]
oxford-start: ΕΝΑΡΞΙΣ : 3 ΟΚΤΩΒΡΙΟΥ [1211, 1326, 1354, 1337]
gold-row: Βουκιόνος 645 [376, 1110, 710, 1122]
card-number: 29588 [917, 862, 951, 874]
card-number: 29594 [917, 940, 951, 952]
theatres-list [60, 164, 360, 411]
work-card-row [961, 1027, 1180, 1040]
social-item: — Μὲ ἰδιαιτέραν χαρὰν ἐπληροφορήθημεν ὅτι ὁ διακεκριμένος ἰατρὸς τῆς πόλεως μας κ. Ἀλ. Χατζηπαναγῆ καὶ ἡ κ. Χατζηπαναγῆ, ἔγιναν εὐτυχεῖς γονεῖς ἑνὸς χαριτωμένου κοριτσιοῦ. [368, 142, 718, 197]
work-card-row [732, 1083, 951, 1096]
radio-slot: 21.30 Τα δημοτικά τραγούδια [60, 490, 156, 514]
work-card-row [732, 1031, 951, 1044]
story-title: ΤΟ ΖΗΤΗΜΑ ΤΩΝ ΕΠΙΠΛΩΝ [726, 150, 957, 166]
work-card-row [961, 1118, 1180, 1131]
pharmacy-entry: SALAMA, 26, όδός Άττορίν, Τηλ. 28882. [60, 838, 202, 862]
social-item: — Ἀνεχώρησε διὰ Χαρτούμ. [368, 562, 522, 575]
work-card-row [732, 1096, 951, 1109]
worker-name: Σωτήριος Θ. Βεργινάνης [961, 780, 1092, 792]
performer-name: ΑΛΕΚΟ ΙΑΚΩΒΙΔΗ [112, 1928, 308, 1952]
worker-name: Δημοσθένης Κυριάκος [732, 1057, 851, 1069]
